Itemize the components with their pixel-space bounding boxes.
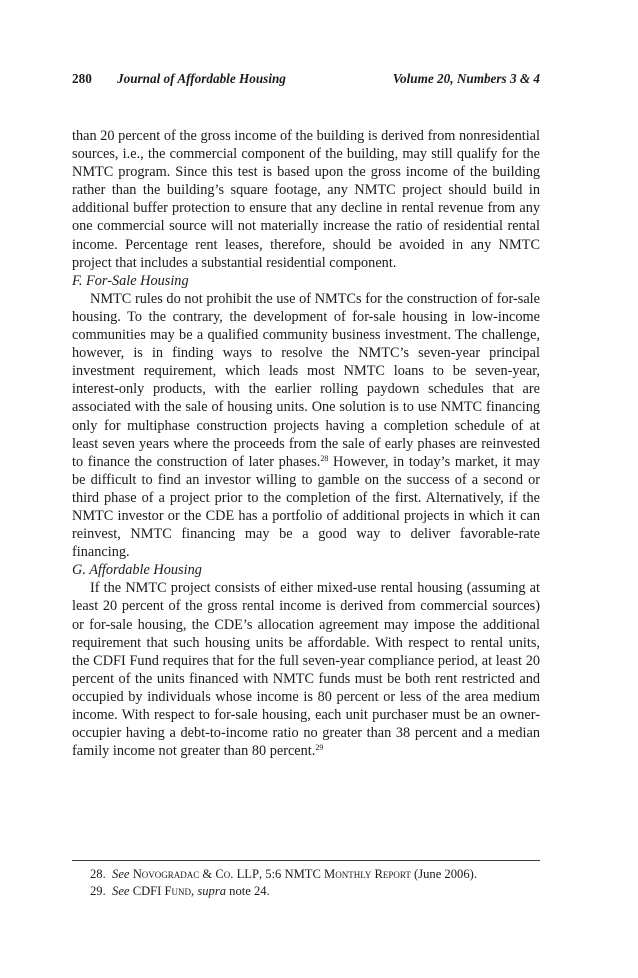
signal-supra: supra: [197, 884, 227, 898]
paragraph-text: However, in today’s market, it may be difficult to find an investor willing to gamble on the success of a second or third phase of a project prior to the completion of the first. Alternatively, if the NMTC investor or the CDE has a portfolio of additional projects in which it can reinvest, NMTC financing may be a good way to deliver favorable-rate financing.: [72, 453, 540, 561]
main-text: [72, 127, 540, 760]
footnote-text: , 5:6: [258, 867, 285, 881]
section-heading-for-sale-housing: F. For-Sale Housing: [72, 272, 189, 289]
paragraph-for-sale-housing: [72, 290, 540, 561]
journal-title: Journal of Affordable Housing: [117, 71, 286, 86]
footnote-29: [90, 883, 540, 900]
footnote-divider: [72, 860, 540, 861]
footnote-number: 28.: [90, 867, 106, 881]
paragraph-text: NMTC rules do not prohibit the use of NMTCs for the construction of for-sale housing. To the contrary, the development of for-sale housing in low-income communities may be a qualified community business investment. The challenge, however, is in finding ways to resolve the NMTC’s seven-year principal investment requirement, which leads most NMTC loans to be seven-year, interest-only products, with the earlier rolling paydown schedules that are associated with the sale of housing units. One solution is to use NMTC financing only for multiphase construction projects having a completion schedule of at least seven years where the proceeds from the sale of early phases are reinvested to finance the construction of later phases.: [72, 290, 540, 470]
footnote-source: CDFI Fund: [132, 884, 192, 898]
section-heading-affordable-housing: G. Affordable Housing: [72, 562, 202, 579]
footnotes: [90, 866, 540, 900]
footnote-ref-29: 29: [315, 743, 324, 753]
page-number: 280: [72, 71, 92, 86]
signal-see: See: [112, 884, 130, 898]
paragraph-text: If the NMTC project consists of either mixed-use rental housing (assuming at least 20 percent of the gross rental income is derived from commercial sources) or for-sale housing, the CDE’s allocation agreement may impose the additional requirement that such housing units be affordable. With respect to rental units, the CDFI Fund requires that for the full seven-year compliance period, at least 20 percent of the units financed with NMTC funds must be both rent restricted and occupied by individuals whose income is 80 percent or less of the area medium income. With respect to for-sale housing, each unit purchaser must be an owner-occupier having a debt-to-income ratio no greater than 38 percent and a median family income not greater than 80 percent.: [72, 580, 540, 760]
paragraph-continued: than 20 percent of the gross income of the building is derived from nonresidential sources, i.e., the commercial component of the building, may still qualify for the NMTC program. Since this test is based upon the gross income of the building rather than the building’s square footage, any NMTC project should build in additional buffer protection to ensure that any decline in rental revenue from any one commercial source will not materially increase the ratio of residential rental income. Percentage rent leases, therefore, should be avoided in any NMTC project that includes a substantial residential component.: [72, 128, 540, 271]
footnote-source: Novogradac & Co. LLP: [132, 867, 259, 881]
footnote-publication: NMTC Monthly Report: [284, 867, 411, 881]
volume-label: Volume 20, Numbers 3 & 4: [392, 71, 540, 86]
footnote-date: (June 2006).: [410, 867, 477, 881]
footnote-number: 29.: [90, 884, 106, 898]
footnote-text: note 24.: [226, 884, 270, 898]
signal-see: See: [112, 867, 130, 881]
footnote-ref-28: 28: [320, 453, 329, 463]
footnote-28: [90, 866, 540, 883]
footnote-text: ,: [191, 884, 198, 898]
paragraph-affordable-housing: [72, 579, 540, 760]
